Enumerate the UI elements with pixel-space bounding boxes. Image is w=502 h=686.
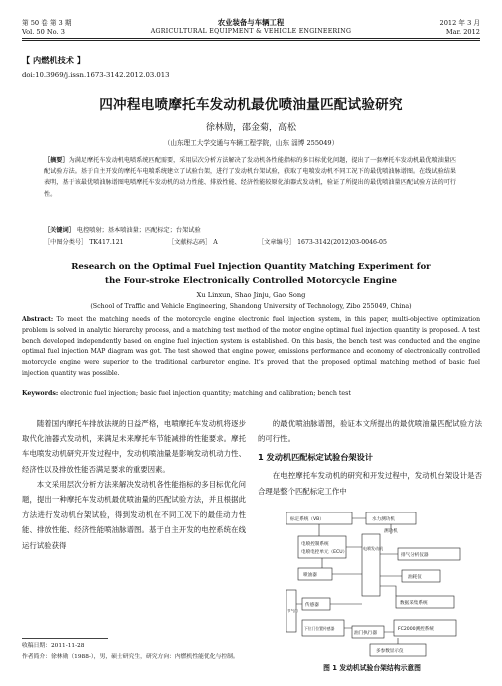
keywords-en-label: Keywords: xyxy=(22,390,59,397)
keywords-zh xyxy=(44,225,201,234)
label-sensor: 传感器 xyxy=(305,603,319,608)
header-rule-thin xyxy=(22,40,480,41)
abstract-label: ［摘要］ xyxy=(44,157,69,164)
journal-name: 农业装备与车辆工程 xyxy=(217,18,285,27)
authors: 徐林勋，邵金菊，高松 xyxy=(205,123,296,133)
title-en-line1: Research on the Optimal Fuel Injection Quantity Matching Experiment for xyxy=(71,262,431,272)
received-date: 收稿日期：2011-11-28 xyxy=(22,643,85,649)
keywords-en xyxy=(22,390,351,397)
volume-label-en: Vol. 50 No. 3 xyxy=(22,28,65,36)
footnote xyxy=(22,641,246,662)
issue-date-en: Mar. 2012 xyxy=(445,28,480,36)
running-header-bottom xyxy=(22,28,480,37)
abstract-en-label: Abstract: xyxy=(22,316,54,323)
figure-caption: 图 1 发动机试验台架结构示意图 xyxy=(323,664,421,672)
label-dyno: 测功机 xyxy=(384,529,398,534)
label-injector: 喷油器 xyxy=(303,573,317,578)
keywords-text: 电控喷射；基本喷油量；匹配标定；台架试验 xyxy=(76,227,201,234)
body-column-left xyxy=(22,416,246,553)
label-position-sensor: 下位门位置传感器 xyxy=(304,626,335,631)
paper-title: 四冲程电喷摩托车发动机最优喷油量匹配试验研究 xyxy=(99,97,403,113)
label-ecu-sub: 电喷电控单元（ECU） xyxy=(301,550,348,555)
clc-number: ［中图分类号］ TK417.121 xyxy=(44,239,124,246)
affiliation-en: (School of Traffic and Vehicle Engineering, Shandong University of Technology, Zibo 255049, China) xyxy=(90,303,412,310)
test-bench-diagram xyxy=(286,512,472,660)
label-fuel-meter: 油耗仪 xyxy=(408,575,422,580)
label-multi-display: 多参数显示仪 xyxy=(376,649,404,654)
section-heading: 1 发动机匹配标定试验台架设计 xyxy=(258,452,373,463)
journal-name-en: AGRICULTURAL EQUIPMENT & VEHICLE ENGINEERING xyxy=(150,28,352,35)
authors-en: Xu Linxun, Shao Jinju, Gao Song xyxy=(196,291,306,299)
keywords-en-text: electronic fuel injection; basic fuel injection quantity; matching and calibration; bench test xyxy=(60,390,351,397)
column-tag: 【 内燃机技术 】 xyxy=(22,55,86,65)
label-exhaust: 排气分析仪器 xyxy=(401,553,429,558)
body-paragraph: 随着国内摩托车排放法规的日益严格，电喷摩托车发动机将逐步取代化油器式发动机，来满足未来摩托车节能减排的性能要求。摩托车电喷发动机研究开发过程中，发动机喷油量是影响发动机动力性、经济性以及排放性能否满足要求的重要因素。 xyxy=(22,419,246,474)
engine-box xyxy=(362,534,380,596)
abstract-en-text: To meet the matching needs of the motorcycle engine electronic fuel injection system, in this paper, multi-objective optimization problem is solved in analytic hierarchy process, and a matching test method of the motor engine optimal fuel injection quantity is proposed. A test bench developed independently based on engine fuel injection system is established. On this basis, the bench test was conducted and the engine optimal fuel injection MAP diagram was got. The test showed that engine power, emissions performance and economy of electronically controlled motorcycle engine were superior to the traditional carburetor engine. It's proved that the proposed optimal matching method of basic fuel injection quantity was possible. xyxy=(22,316,481,377)
label-throttle: 节气门 xyxy=(287,609,298,613)
abstract-en xyxy=(22,315,480,380)
body-paragraph: 在电控摩托车发动机的研究和开发过程中，发动机台架设计是否合理是整个匹配标定工作中 xyxy=(258,471,482,496)
abstract-text: 为满足摩托车发动机电喷系统匹配需要，采用层次分析方法解决了发动机各性能指标的多目标优化问题，提出了一套摩托车发动机最优喷油量匹配试验方法。基于自主开发的摩托车电喷系统建立了试验台架，进行了发动机台架试验，获取了电喷发动机不同工况下的最优喷油脉谱图。在线试验结果表明，基于该最优喷油脉谱图电喷摩托车发动机的动力性能、排放性能、经济性能较原化油器式发动机，验证了所提出的最优喷油量匹配试验方法的可行性。 xyxy=(44,157,457,198)
label-ecu: 电喷控制系统 xyxy=(301,542,329,547)
keywords-label: ［关键词］ xyxy=(44,227,75,234)
label-data-acq: 数据采集系统 xyxy=(400,601,428,606)
body-paragraph: 的最优喷油脉谱图，验证本文所提出的最优喷油量匹配试验方法的可行性。 xyxy=(258,419,482,444)
title-en-line2: the Four-stroke Electronically Controlled Motorcycle Engine xyxy=(105,276,397,286)
affiliation: （山东理工大学交通与车辆工程学院，山东 淄博 255049） xyxy=(163,139,339,147)
volume-label: 第 50 卷 第 3 期 xyxy=(22,19,72,27)
running-header-top xyxy=(22,19,480,28)
label-fc2000: FC2000测控系统 xyxy=(398,627,434,632)
classification-row xyxy=(44,237,456,247)
issue-date: 2012 年 3 月 xyxy=(439,19,480,27)
document-code: ［文献标志码］ A xyxy=(168,239,218,246)
body-paragraph: 本文采用层次分析方法来解决发动机各性能指标的多目标优化问题，提出一种摩托车发动机最优喷油量的匹配试验方法，并且根据此方法进行发动机台架试验，得到发动机在不同工况下的最佳动力性能、排放性能、经济性能喷油脉谱图。基于自主开发的电控系统在线运行试验获得 xyxy=(22,479,246,550)
doi[interactable]: doi:10.3969/j.issn.1673-3142.2012.03.013 xyxy=(22,71,170,79)
footnote-rule xyxy=(22,638,108,639)
author-bio: 作者简介：徐林勋（1988-），男，硕士研究生，研究方向：内燃机性能优化与控制。 xyxy=(22,653,239,660)
header-rule xyxy=(22,38,480,39)
label-calib-software: 标定系统（VB） xyxy=(290,517,324,522)
article-number: ［文章编号］ 1673-3142(2012)03-0046-05 xyxy=(258,239,387,246)
label-engine: 电喷发动机 xyxy=(363,546,383,551)
abstract-zh xyxy=(44,155,456,200)
label-water-dyno: 水力测功机 xyxy=(372,517,395,522)
body-column-right xyxy=(258,416,482,499)
label-throttle-actuator: 油门执行器 xyxy=(354,631,377,636)
